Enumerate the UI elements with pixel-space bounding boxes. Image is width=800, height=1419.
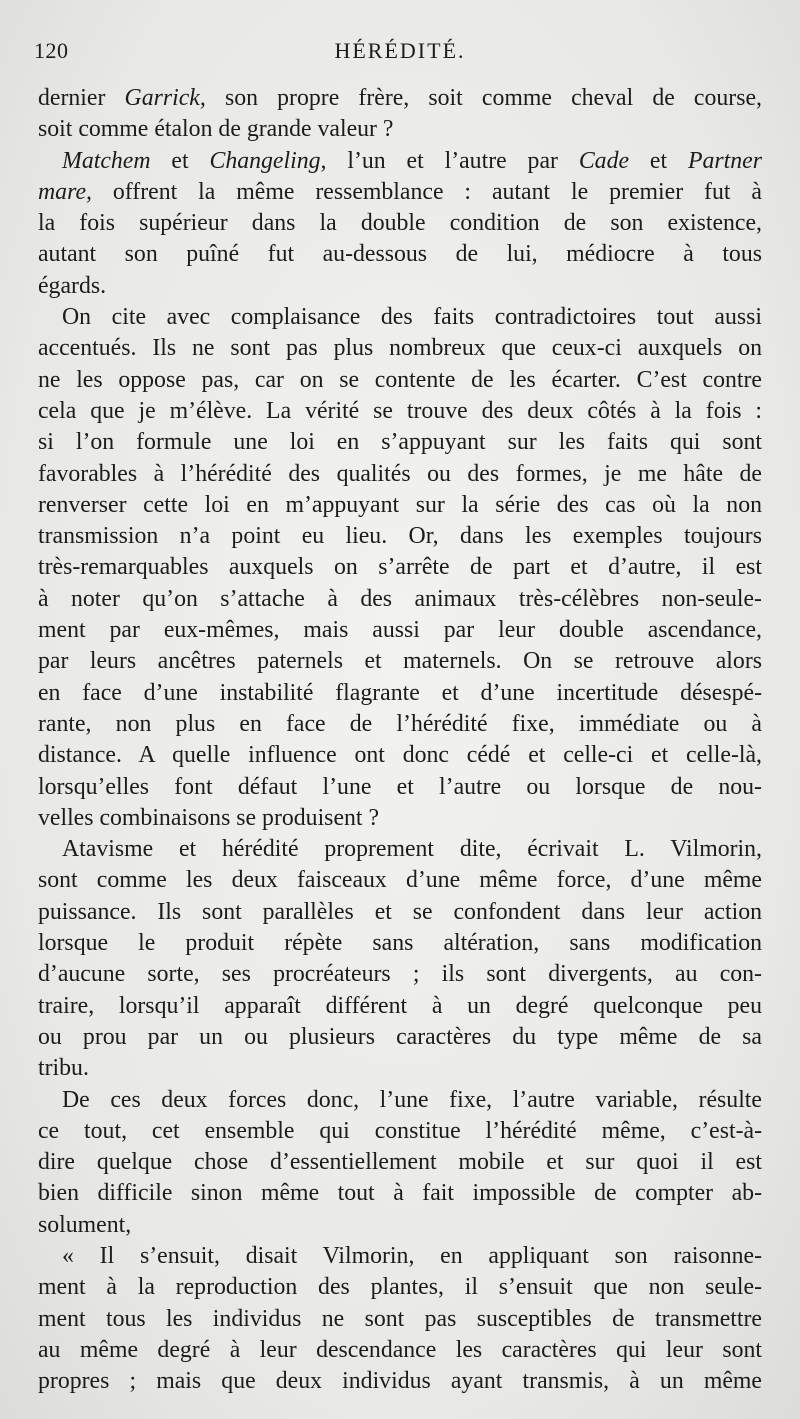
text-segment: lorsque le produit répète sans altération, sans modification <box>38 930 762 957</box>
text-line <box>38 740 762 771</box>
text-segment: au même degré à leur descendance les caractères qui leur sont <box>38 1336 762 1363</box>
text-line <box>38 552 762 583</box>
text-line <box>38 459 762 490</box>
text-line <box>38 1335 762 1366</box>
text-line <box>38 208 762 239</box>
text-line <box>38 490 762 521</box>
text-line <box>38 959 762 990</box>
running-title: HÉRÉDITÉ. <box>334 38 466 63</box>
text-segment: propres ; mais que deux individus ayant transmis, à un même <box>38 1368 762 1395</box>
text-line <box>38 271 762 302</box>
text-line <box>38 1085 762 1116</box>
italic-text: Partner <box>687 147 762 174</box>
text-line <box>38 1022 762 1053</box>
text-segment: On cite avec complaisance des faits contradictoires tout aussi <box>62 304 762 331</box>
text-segment: puissance. Ils sont parallèles et se confondent dans leur action <box>38 898 762 925</box>
text-segment: « Il s’ensuit, disait Vilmorin, en appliquant son raisonne- <box>62 1242 762 1269</box>
text-line <box>38 834 762 865</box>
text-segment: égards. <box>38 272 107 299</box>
text-line <box>38 772 762 803</box>
text-segment: accentués. Ils ne sont pas plus nombreux que ceux-ci auxquels on <box>38 335 762 362</box>
text-line <box>38 897 762 928</box>
text-segment: distance. A quelle influence ont donc cédé et celle-ci et celle-là, <box>38 742 762 769</box>
text-segment: offrent la même ressemblance : autant le premier fut à <box>91 178 762 205</box>
text-line <box>38 1116 762 1147</box>
text-segment: par leurs ancêtres paternels et maternels. On se retrouve alors <box>38 648 762 675</box>
italic-text: Garrick, <box>124 85 206 111</box>
text-line <box>38 584 762 615</box>
text-line <box>38 1178 762 1209</box>
page-number: 120 <box>34 38 69 63</box>
text-line <box>38 865 762 896</box>
text-line <box>38 83 762 114</box>
text-segment: et <box>629 147 688 174</box>
text-line <box>38 615 762 646</box>
text-segment: et <box>150 147 210 174</box>
text-line <box>38 114 762 145</box>
text-line <box>38 1366 762 1397</box>
text-segment: ce tout, cet ensemble qui constitue l’hérédité même, c’est-à- <box>38 1117 762 1144</box>
text-segment: si l’on formule une loi en s’appuyant sur les faits qui sont <box>38 429 762 456</box>
text-segment: ne les oppose pas, car on se contente de les écarter. C’est contre <box>38 366 762 393</box>
text-line <box>38 1241 762 1272</box>
text-line <box>38 709 762 740</box>
text-line <box>38 365 762 396</box>
text-line <box>38 1210 762 1241</box>
text-line <box>38 146 762 177</box>
text-segment: autant son puîné fut au-dessous de lui, médiocre à tous <box>38 241 762 268</box>
text-segment: renverser cette loi en m’appuyant sur la série des cas où la non <box>38 491 762 518</box>
text-segment: traire, lorsqu’il apparaît différent à un degré quelconque peu <box>38 992 762 1019</box>
text-line <box>38 239 762 270</box>
running-head <box>34 38 760 74</box>
text-segment: velles combinaisons se produisent ? <box>38 804 380 831</box>
body-text <box>38 83 762 1397</box>
text-line <box>38 521 762 552</box>
text-segment: ment par eux-mêmes, mais aussi par leur double ascendance, <box>38 617 762 644</box>
text-line <box>38 333 762 364</box>
italic-text: mare, <box>38 178 92 205</box>
text-segment: cela que je m’élève. La vérité se trouve des deux côtés à la fois : <box>38 397 762 424</box>
text-line <box>38 1272 762 1303</box>
text-segment: soit comme étalon de grande valeur ? <box>38 116 394 143</box>
italic-text: Matchem <box>62 147 151 174</box>
text-line <box>38 427 762 458</box>
text-segment: l’un et l’autre par <box>326 147 579 174</box>
text-line <box>38 1304 762 1335</box>
text-line <box>38 1053 762 1084</box>
text-segment: d’aucune sorte, ses procréateurs ; ils sont divergents, au con- <box>38 961 762 988</box>
text-segment: sont comme les deux faisceaux d’une même force, d’une même <box>38 867 762 894</box>
italic-text: Cade <box>578 147 630 174</box>
text-line <box>38 646 762 677</box>
text-line <box>38 396 762 427</box>
text-segment: la fois supérieur dans la double condition de son existence, <box>38 210 762 237</box>
text-line <box>38 991 762 1022</box>
text-segment: à noter qu’on s’attache à des animaux très-célèbres non-seule- <box>38 585 762 612</box>
text-segment: dernier <box>38 85 125 111</box>
text-segment: De ces deux forces donc, l’une fixe, l’autre variable, résulte <box>62 1086 762 1113</box>
text-segment: tribu. <box>38 1055 89 1082</box>
italic-text: Changeling, <box>209 147 327 174</box>
text-segment: dire quelque chose d’essentiellement mobile et sur quoi il est <box>38 1149 762 1176</box>
text-line <box>38 302 762 333</box>
text-segment: favorables à l’hérédité des qualités ou des formes, je me hâte de <box>38 460 762 487</box>
text-segment: ment tous les individus ne sont pas susceptibles de transmettre <box>38 1305 762 1332</box>
text-segment: en face d’une instabilité flagrante et d’une incertitude désespé- <box>38 679 762 706</box>
text-line <box>38 928 762 959</box>
text-segment: solument, <box>38 1211 132 1238</box>
text-segment: très-remarquables auxquels on s’arrête de part et d’autre, il est <box>38 554 762 581</box>
text-line <box>38 1147 762 1178</box>
text-segment: bien difficile sinon même tout à fait impossible de compter ab- <box>38 1180 762 1207</box>
text-line <box>38 803 762 834</box>
text-line <box>38 678 762 709</box>
text-segment: rante, non plus en face de l’hérédité fixe, immédiate ou à <box>38 710 762 737</box>
text-segment: son propre frère, soit comme cheval de course, <box>205 85 762 111</box>
text-segment: ou prou par un ou plusieurs caractères du type même de sa <box>38 1023 762 1050</box>
text-segment: ment à la reproduction des plantes, il s’ensuit que non seule- <box>38 1274 762 1301</box>
text-segment: lorsqu’elles font défaut l’une et l’autre ou lorsque de nou- <box>38 773 762 800</box>
text-segment: Atavisme et hérédité proprement dite, écrivait L. Vilmorin, <box>62 836 762 863</box>
text-line <box>38 177 762 208</box>
text-segment: transmission n’a point eu lieu. Or, dans les exemples toujours <box>38 523 762 550</box>
